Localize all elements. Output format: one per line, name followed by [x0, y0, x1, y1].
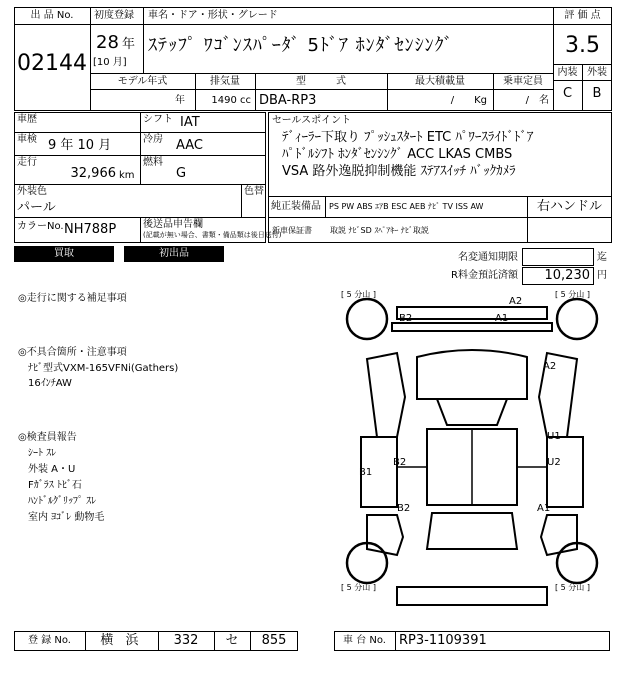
warranty-label: 新車保証書	[272, 226, 312, 235]
exterior-grade: B	[592, 86, 602, 101]
vehicle-diagram	[337, 287, 608, 619]
name-change-field	[522, 248, 594, 266]
recycle-label: R料金預託済額	[451, 270, 518, 281]
capacity-label: 乗車定員	[503, 76, 543, 87]
score-label: 評 価 点	[564, 10, 601, 21]
mark-front-bumper-a2: A2	[509, 296, 523, 307]
inspector-line-5: 室内 ﾖｺﾞﾚ 動物毛	[28, 512, 105, 523]
equip-label: 純正装備品	[271, 201, 321, 212]
tire-label-front-right: [ 5 分山 ]	[555, 290, 590, 299]
buy-badge: 買取	[14, 246, 114, 262]
inspector-line-3: Fｶﾞﾗｽ ﾄﾋﾞ石	[28, 480, 82, 491]
equip-value: PS PW ABS ｴｱB ESC AEB ﾅﾋﾞ TV ISS AW	[329, 202, 484, 211]
listed-badge: 初出品	[124, 246, 224, 262]
inspection-value: 9 年 10 月	[48, 138, 112, 153]
inspection-label: 車検	[17, 134, 37, 145]
model-year-value: 年	[175, 95, 185, 106]
tire-front-left	[347, 299, 387, 339]
inspector-title: ◎検査員報告	[18, 432, 77, 443]
mark-right-door-u1: U1	[547, 431, 561, 442]
docs-note: (記載が無い場合、書類・備品類は後日送付)	[143, 231, 282, 239]
tire-label-rear-left: [ 5 分山 ]	[341, 583, 376, 592]
vehicle-name: ｽﾃｯﾌﾟ ﾜｺﾞﾝｽﾊﾟｰﾀﾞ 5ﾄﾞｱ ﾎﾝﾀﾞｾﾝｼﾝｸﾞ	[148, 35, 454, 56]
reg-number: 855	[261, 633, 287, 648]
shift-label: シフト	[143, 114, 173, 125]
sales-line-2: ﾊﾟﾄﾞﾙｼﾌﾄ ﾎﾝﾀﾞｾﾝｼﾝｸﾞ ACC LKAS CMBS	[282, 147, 513, 162]
reg-area: 横 浜	[100, 633, 143, 648]
capacity-value: / 名	[525, 95, 549, 106]
name-change-suffix: 迄	[597, 252, 607, 263]
lot-label: 出 品 No.	[30, 10, 74, 21]
interior-grade: C	[562, 86, 573, 101]
displacement-value: 1490 cc	[211, 95, 251, 106]
mileage-unit: km	[119, 170, 135, 181]
name-change-label: 名変通知期限	[458, 252, 518, 263]
max-load-value: / Kg	[450, 95, 487, 106]
mark-left-side-b1: B1	[359, 467, 373, 478]
inspector-line-4: ﾊﾝﾄﾞﾙｸﾞﾘｯﾌﾟ ｽﾚ	[28, 496, 97, 507]
sales-line-1: ﾃﾞｨｰﾗｰ下取り ﾌﾟｯｼｭｽﾀｰﾄ ETC ﾊﾟﾜｰｽﾗｲﾄﾞﾄﾞｱ	[282, 130, 534, 145]
inspector-line-1: ｼｰﾄ ｽﾚ	[28, 448, 57, 459]
first-reg-label: 初度登録	[94, 10, 134, 21]
type-label: 型 式	[296, 76, 346, 87]
recycle-unit: 円	[597, 270, 607, 281]
inspector-line-2: 外装 A・U	[28, 464, 76, 475]
exterior-color-label: 外装色	[17, 186, 47, 197]
score-value: 3.5	[565, 33, 600, 58]
mark-right-front-a2: A2	[543, 361, 557, 372]
tire-label-front-left: [ 5 分山 ]	[341, 290, 376, 299]
tire-label-rear-right: [ 5 分山 ]	[555, 583, 590, 592]
color-change-label: 色替	[244, 186, 264, 197]
displacement-label: 排気量	[210, 76, 240, 87]
mark-left-rear-b2: B2	[397, 503, 411, 514]
color-no-label: カラーNo.	[17, 221, 64, 232]
recycle-value: 10,230	[544, 268, 590, 283]
lot-number: 02144	[17, 51, 87, 76]
fuel-label: 燃料	[143, 157, 163, 168]
warranty-value: 取説 ﾅﾋﾞSD ｽﾍﾟｱｷｰ ﾅﾋﾞ取説	[330, 226, 429, 235]
name-label: 車名・ドア・形状・グレード	[148, 10, 278, 21]
chassis-value: RP3-1109391	[399, 633, 487, 648]
exterior-color-value: パール	[17, 200, 56, 215]
ac-value: AAC	[176, 138, 203, 153]
tire-front-right	[557, 299, 597, 339]
defect-line-1: ﾅﾋﾞ型式VXM-165VFNi(Gathers)	[28, 363, 179, 374]
fuel-value: G	[176, 166, 187, 181]
defect-line-2: 16ｲﾝﾁAW	[28, 378, 72, 389]
model-year-label: モデル年式	[117, 76, 168, 87]
chassis-label: 車 台 No.	[343, 635, 386, 646]
history-label: 車歴	[17, 114, 37, 125]
first-reg-year-unit: 年	[122, 37, 136, 52]
mark-right-rear-a1: A1	[537, 503, 551, 514]
mileage-value: 32,966	[70, 166, 116, 181]
first-reg-year: 28	[96, 32, 119, 53]
reg-label: 登 録 No.	[28, 635, 71, 646]
shift-value: IAT	[180, 115, 200, 130]
sales-line-3: VSA 路外逸脱抑制機能 ｽﾃｱｽｲｯﾁ ﾊﾞｯｸｶﾒﾗ	[282, 164, 516, 179]
reg-kana: セ	[225, 633, 239, 648]
mark-front-left-b2: B2	[399, 313, 413, 324]
mark-front-a1: A1	[495, 313, 509, 324]
exterior-label: 外装	[587, 67, 607, 78]
docs-label: 後送品申告欄	[143, 219, 203, 230]
type-value: DBA-RP3	[259, 93, 317, 108]
first-reg-month: [10 月]	[93, 57, 127, 68]
interior-label: 内装	[557, 67, 578, 78]
defects-title: ◎不具合箇所・注意事項	[18, 347, 127, 358]
sales-title: セールスポイント	[272, 115, 352, 126]
mark-left-door-b2: B2	[393, 457, 407, 468]
reg-class: 332	[173, 633, 199, 648]
mark-right-door-u2: U2	[547, 457, 561, 468]
mileage-label: 走行	[17, 157, 37, 168]
driving-notes-title: ◎走行に関する補足事項	[18, 293, 127, 304]
steering-side: 右ハンドル	[536, 199, 602, 214]
ac-label: 冷房	[143, 134, 163, 145]
max-load-label: 最大積載量	[415, 76, 465, 87]
color-no-value: NH788P	[64, 222, 117, 237]
